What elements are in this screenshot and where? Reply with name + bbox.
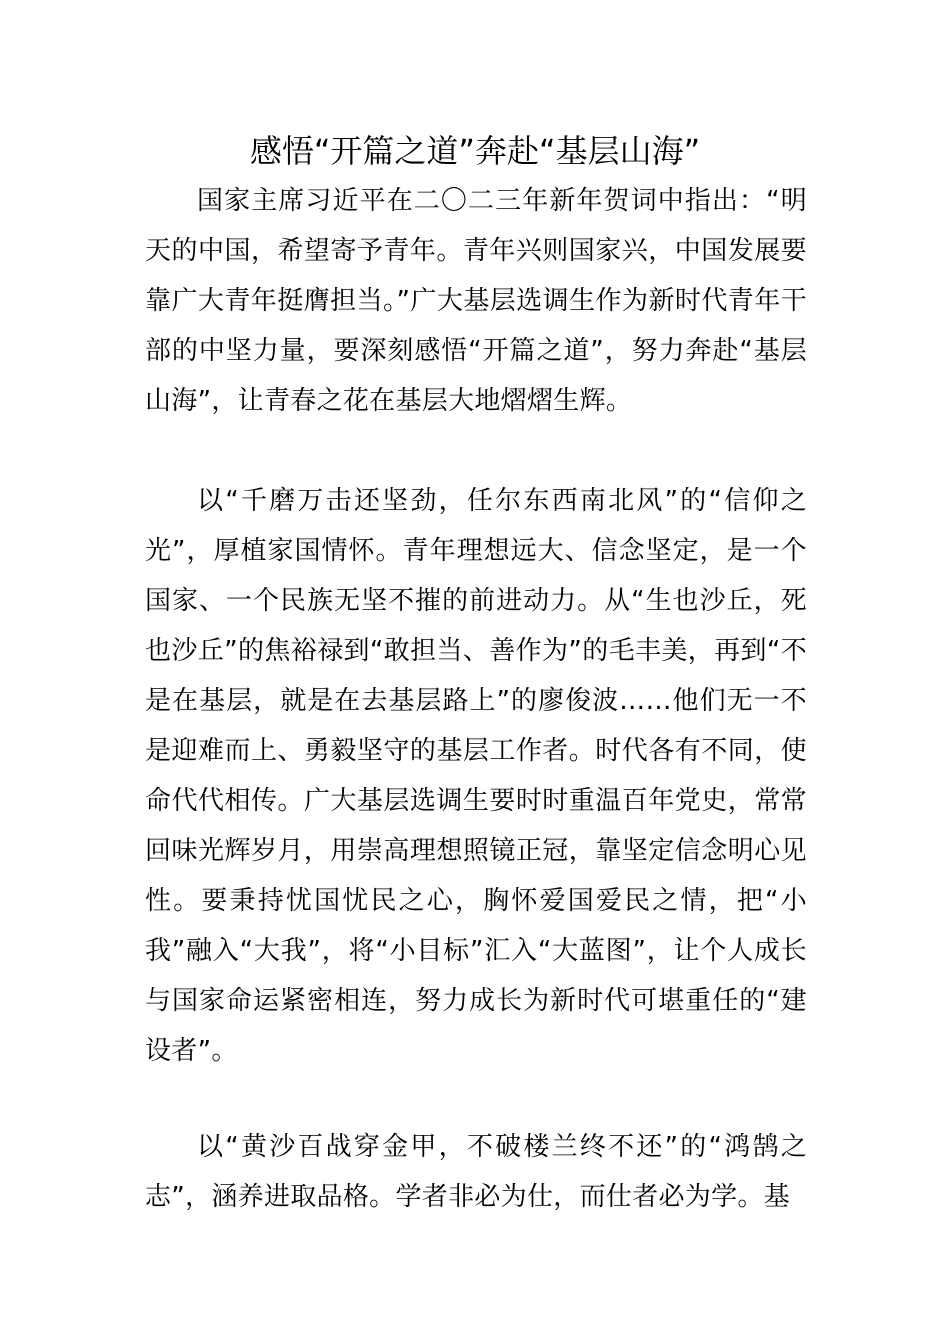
paragraph-intro: 国家主席习近平在二〇二三年新年贺词中指出：“明天的中国，希望寄予青年。青年兴则国家兴，中国发展要靠广大青年挺膺担当。”广大基层选调生作为新时代青年干部的中坚力量，要深刻感悟“开篇之道”，努力奔赴“基层山海”，让青春之花在基层大地熠熠生辉。: [145, 186, 807, 416]
paragraph-ambition: 以“黄沙百战穿金甲，不破楼兰终不还”的“鸿鹄之志”，涵养进取品格。学者非必为仕，而仕者必为学。基: [145, 1132, 807, 1212]
document-title: 感悟“开篇之道”奔赴“基层山海”: [249, 132, 701, 170]
paragraph-faith: 以“千磨万击还坚劲，任尔东西南北风”的“信仰之光”，厚植家国情怀。青年理想远大、信念坚定，是一个国家、一个民族无坚不摧的前进动力。从“生也沙丘，死也沙丘”的焦裕禄到“敢担当、善作为”的毛丰美，再到“不是在基层，就是在去基层路上”的廖俊波……他们无一不是迎难而上、勇毅坚守的基层工作者。时代各有不同，使命代代相传。广大基层选调生要时时重温百年党史，常常回味光辉岁月，用崇高理想照镜正冠，靠坚定信念明心见性。要秉持忧国忧民之心，胸怀爱国爱民之情，把“小我”融入“大我”，将“小目标”汇入“大蓝图”，让个人成长与国家命运紧密相连，努力成长为新时代可堪重任的“建设者”。: [145, 486, 807, 1066]
